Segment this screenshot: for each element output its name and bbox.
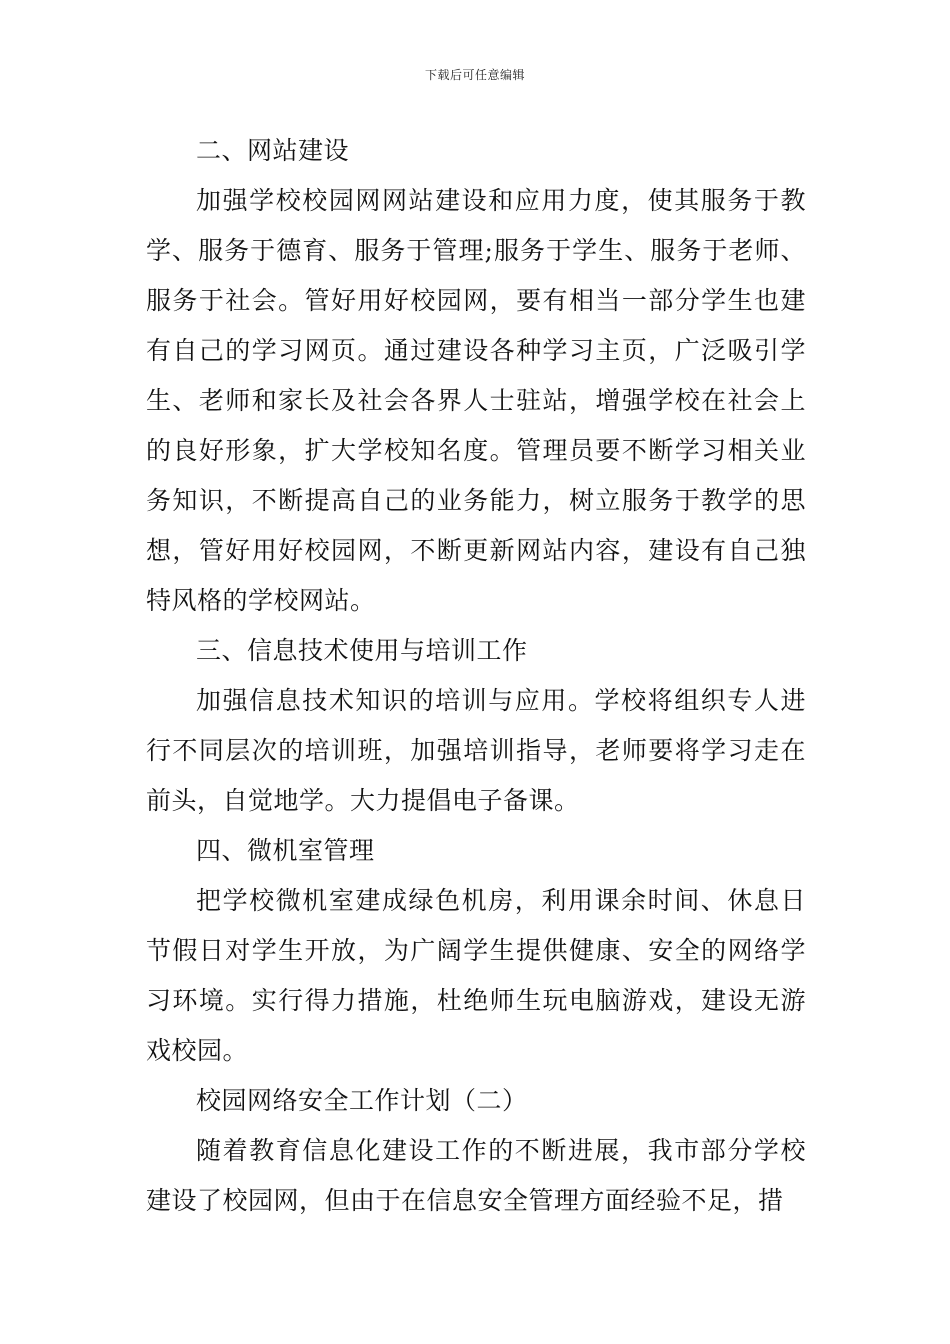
- page-header: 下载后可任意编辑: [424, 68, 525, 82]
- paragraph-computer-lab: 把学校微机室建成绿色机房，利用课余时间、休息日节假日对学生开放，为广阔学生提供健康、安全的网络学习环境。实行得力措施，杜绝师生玩电脑游戏，建设无游戏校园。: [146, 886, 806, 1065]
- section-heading-website: 二、网站建设: [196, 136, 350, 165]
- paragraph-plan-intro: 随着教育信息化建设工作的不断进展，我市部分学校建设了校园网，但由于在信息安全管理方面经验不足，措: [146, 1136, 806, 1215]
- paragraph-training: 加强信息技术知识的培训与应用。学校将组织专人进行不同层次的培训班，加强培训指导，老师要将学习走在前头，自觉地学。大力提倡电子备课。: [146, 686, 806, 815]
- plan-title-two: 校园网络安全工作计划（二）: [196, 1086, 528, 1115]
- document-body: [146, 126, 806, 1226]
- paragraph-website: 加强学校校园网网站建设和应用力度，使其服务于教学、服务于德育、服务于管理;服务于学生、服务于老师、服务于社会。管好用好校园网，要有相当一部分学生也建有自己的学习网页。通过建设各种学习主页，广泛吸引学生、老师和家长及社会各界人士驻站，增强学校在社会上的良好形象，扩大学校知名度。管理员要不断学习相关业务知识，不断提高自己的业务能力，树立服务于教学的思想，管好用好校园网，不断更新网站内容，建设有自己独特风格的学校网站。: [146, 186, 806, 615]
- section-heading-computer-lab: 四、微机室管理: [196, 836, 375, 865]
- section-heading-training: 三、信息技术使用与培训工作: [196, 636, 528, 665]
